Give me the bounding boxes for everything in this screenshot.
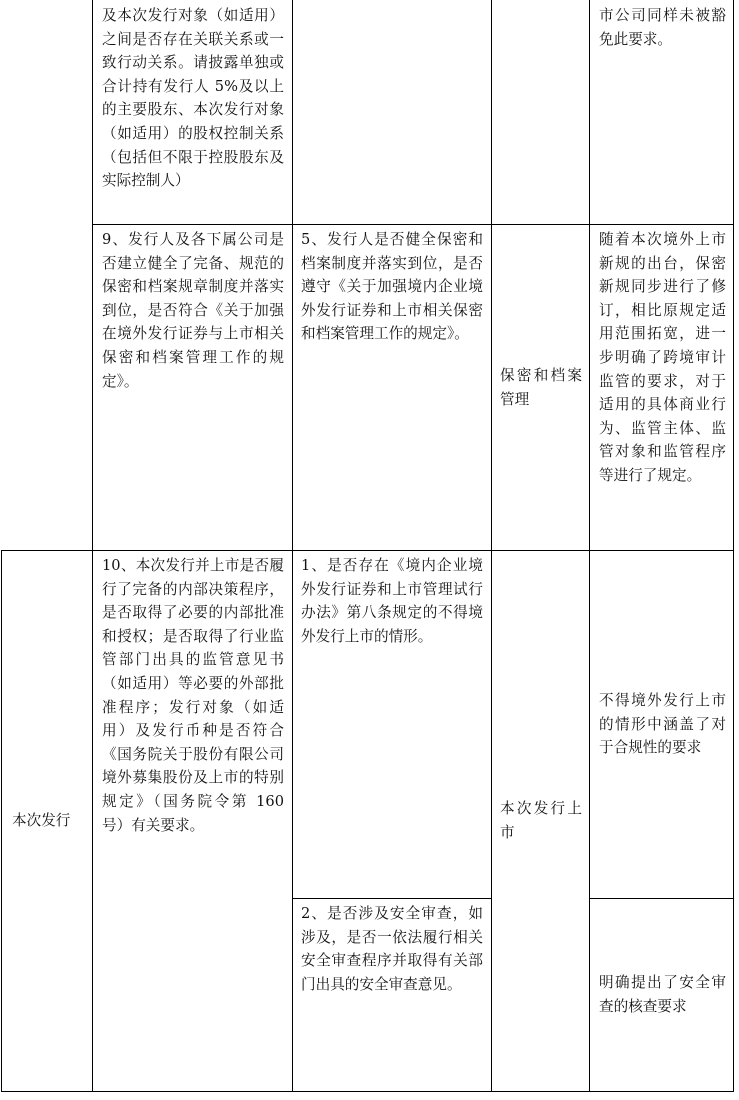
table-row-divider — [292, 898, 491, 899]
table-border-right — [733, 0, 734, 1092]
table-border-bottom — [1, 1091, 734, 1092]
category-label: 本次发行上市 — [500, 800, 582, 841]
table-cell — [599, 551, 726, 898]
table-cell: 10、本次发行并上市是否履行了完备的内部决策程序，是否取得了必要的内部批准和授权；是否取得了行业监管部门出具的监管意见书（如适用）等必要的外部批准程序；发行对象（如适用）及发行币种是否符合《国务院关于股份有限公司境外募集股份及上市的特别规定》（国务院令第 160 号）有关要求。 — [102, 557, 284, 834]
section-label: 本次发行 — [12, 812, 71, 830]
table-cell: 9、发行人及各下属公司是否建立健全了完备、规范的保密和档案规章制度并落实到位，是否符合《关于加强在境外发行证券与上市相关保密和档案管理工作的规定》。 — [102, 231, 284, 390]
category-label: 保密和档案管理 — [500, 366, 582, 408]
table-row-divider — [92, 224, 734, 225]
table-cell: 2、是否涉及安全审查，如涉及，是否一依法履行相关安全审查程序并取得有关部门出具的安全审查意见。 — [301, 905, 483, 993]
table-cell: 随着本次境外上市新规的出台，保密新规同步进行了修订，相比原规定适用范围拓宽，进一步明确了跨境审计监管的要求，对于适用的具体商业行为、监管主体、监管对象和监管程序等进行了规定。 — [599, 231, 726, 484]
table-cell: 及本次发行对象（如适用）之间是否存在关联关系或一致行动关系。请披露单独或合计持有发行人 5%及以上的主要股东、本次发行对象（如适用）的股权控制关系（包括但不限于控股股东及实际控制人） — [102, 7, 284, 190]
table-cell-category — [500, 225, 582, 550]
table-border-left — [1, 550, 2, 1092]
table-cell-category — [500, 551, 582, 1091]
table-cell — [599, 899, 726, 1091]
table-cell-text: 不得境外发行上市的情形中涵盖了对于合规性的要求 — [599, 692, 726, 757]
table-cell-section — [12, 551, 90, 1091]
table-cell-text: 明确提出了安全审查的核查要求 — [599, 974, 726, 1015]
table-cell: 5、发行人是否健全保密和档案制度并落实到位，是否遵守《关于加强境内企业境外发行证券和上市相关保密和档案管理工作的规定》。 — [301, 231, 483, 343]
table-column-divider — [589, 0, 590, 1092]
table-column-divider — [491, 0, 492, 1092]
table-column-divider — [292, 0, 293, 1092]
table-column-divider — [92, 0, 93, 1092]
table-cell: 1、是否存在《境内企业境外发行证券和上市管理试行办法》第八条规定的不得境外发行上市的情形。 — [301, 557, 483, 645]
table-cell: 市公司同样未被豁免此要求。 — [599, 7, 726, 48]
